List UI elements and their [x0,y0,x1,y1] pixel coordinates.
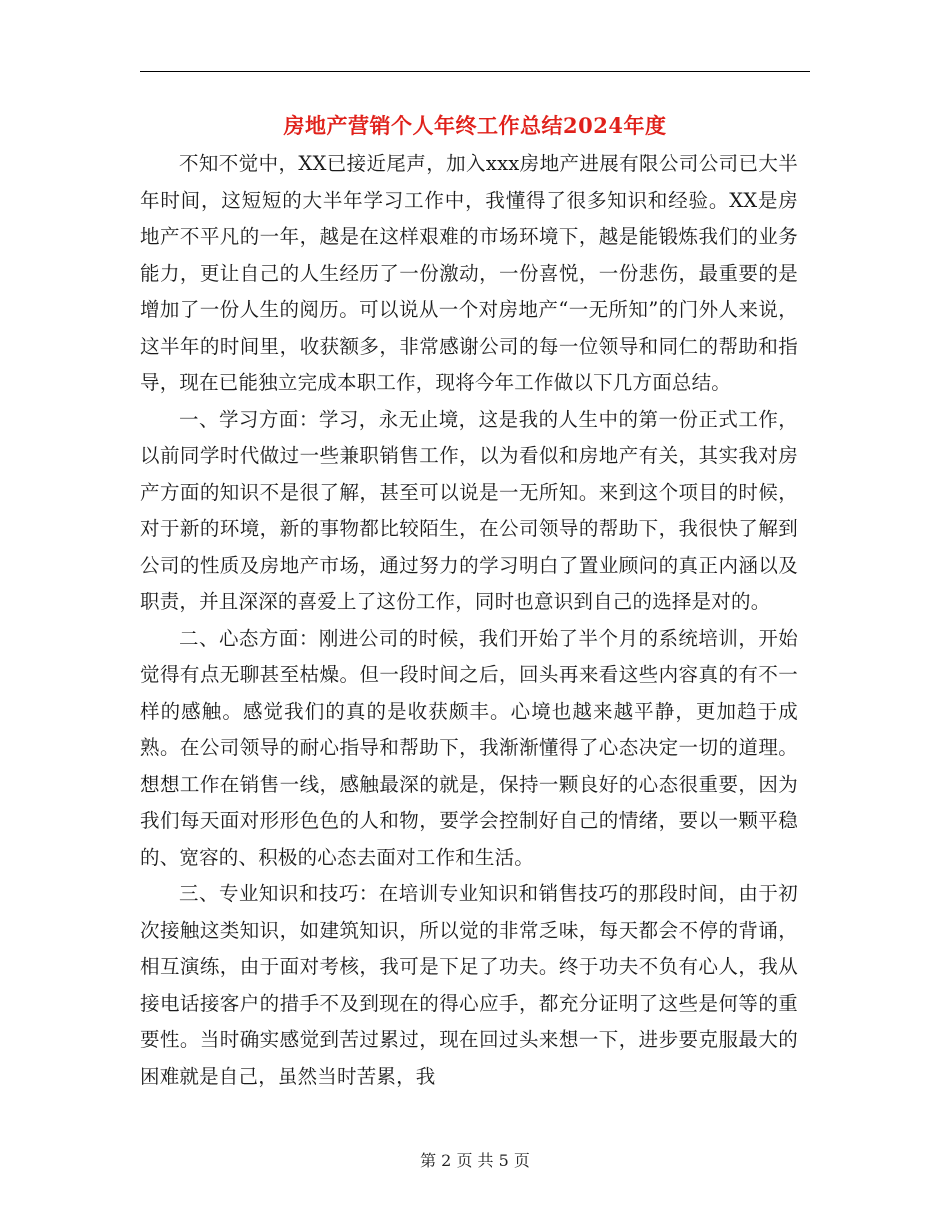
page-number-footer: 第 2 页 共 5 页 [420,1151,530,1170]
paragraph-learning: 一、学习方面：学习，永无止境，这是我的人生中的第一份正式工作，以前同学时代做过一些兼职销售工作，以为看似和房地产有关，其实我对房产方面的知识不是很了解，甚至可以说是一无所知。来到这个项目的时候，对于新的环境，新的事物都比较陌生，在公司领导的帮助下，我很快了解到公司的性质及房地产市场，通过努力的学习明白了置业顾问的真正内涵以及职责，并且深深的喜爱上了这份工作，同时也意识到自己的选择是对的。 [140,407,798,613]
paragraph-intro: 不知不觉中，XX已接近尾声，加入xxx房地产进展有限公司公司已大半年时间，这短短的大半年学习工作中，我懂得了很多知识和经验。XX是房地产不平凡的一年，越是在这样艰难的市场环境下，越是能锻炼我们的业务能力，更让自己的人生经历了一份激动，一份喜悦，一份悲伤，最重要的是增加了一份人生的阅历。可以说从一个对房地产“一无所知”的门外人来说，这半年的时间里，收获额多，非常感谢公司的每一位领导和同仁的帮助和指导，现在已能独立完成本职工作，现将今年工作做以下几方面总结。 [140,152,798,394]
document-body [140,146,798,1095]
paragraph-mindset: 二、心态方面：刚进公司的时候，我们开始了半个月的系统培训，开始觉得有点无聊甚至枯燥。但一段时间之后，回头再来看这些内容真的有不一样的感触。感觉我们的真的是收获颇丰。心境也越来越平静，更加趋于成熟。在公司领导的耐心指导和帮助下，我渐渐懂得了心态决定一切的道理。想想工作在销售一线，感触最深的就是，保持一颗良好的心态很重要，因为我们每天面对形形色色的人和物，要学会控制好自己的情绪，要以一颗平稳的、宽容的、积极的心态去面对工作和生活。 [140,626,798,869]
paragraph-skills: 三、专业知识和技巧：在培训专业知识和销售技巧的那段时间，由于初次接触这类知识，如建筑知识，所以觉的非常乏味，每天都会不停的背诵，相互演练，由于面对考核，我可是下足了功夫。终于功夫不负有心人，我从接电话接客户的措手不及到现在的得心应手，都充分证明了这些是何等的重要性。当时确实感觉到苦过累过，现在回过头来想一下，进步要克服最大的困难就是自己，虽然当时苦累，我 [140,882,798,1088]
document-title: 房地产营销个人年终工作总结2024年度 [283,113,667,138]
header-rule [140,71,810,72]
